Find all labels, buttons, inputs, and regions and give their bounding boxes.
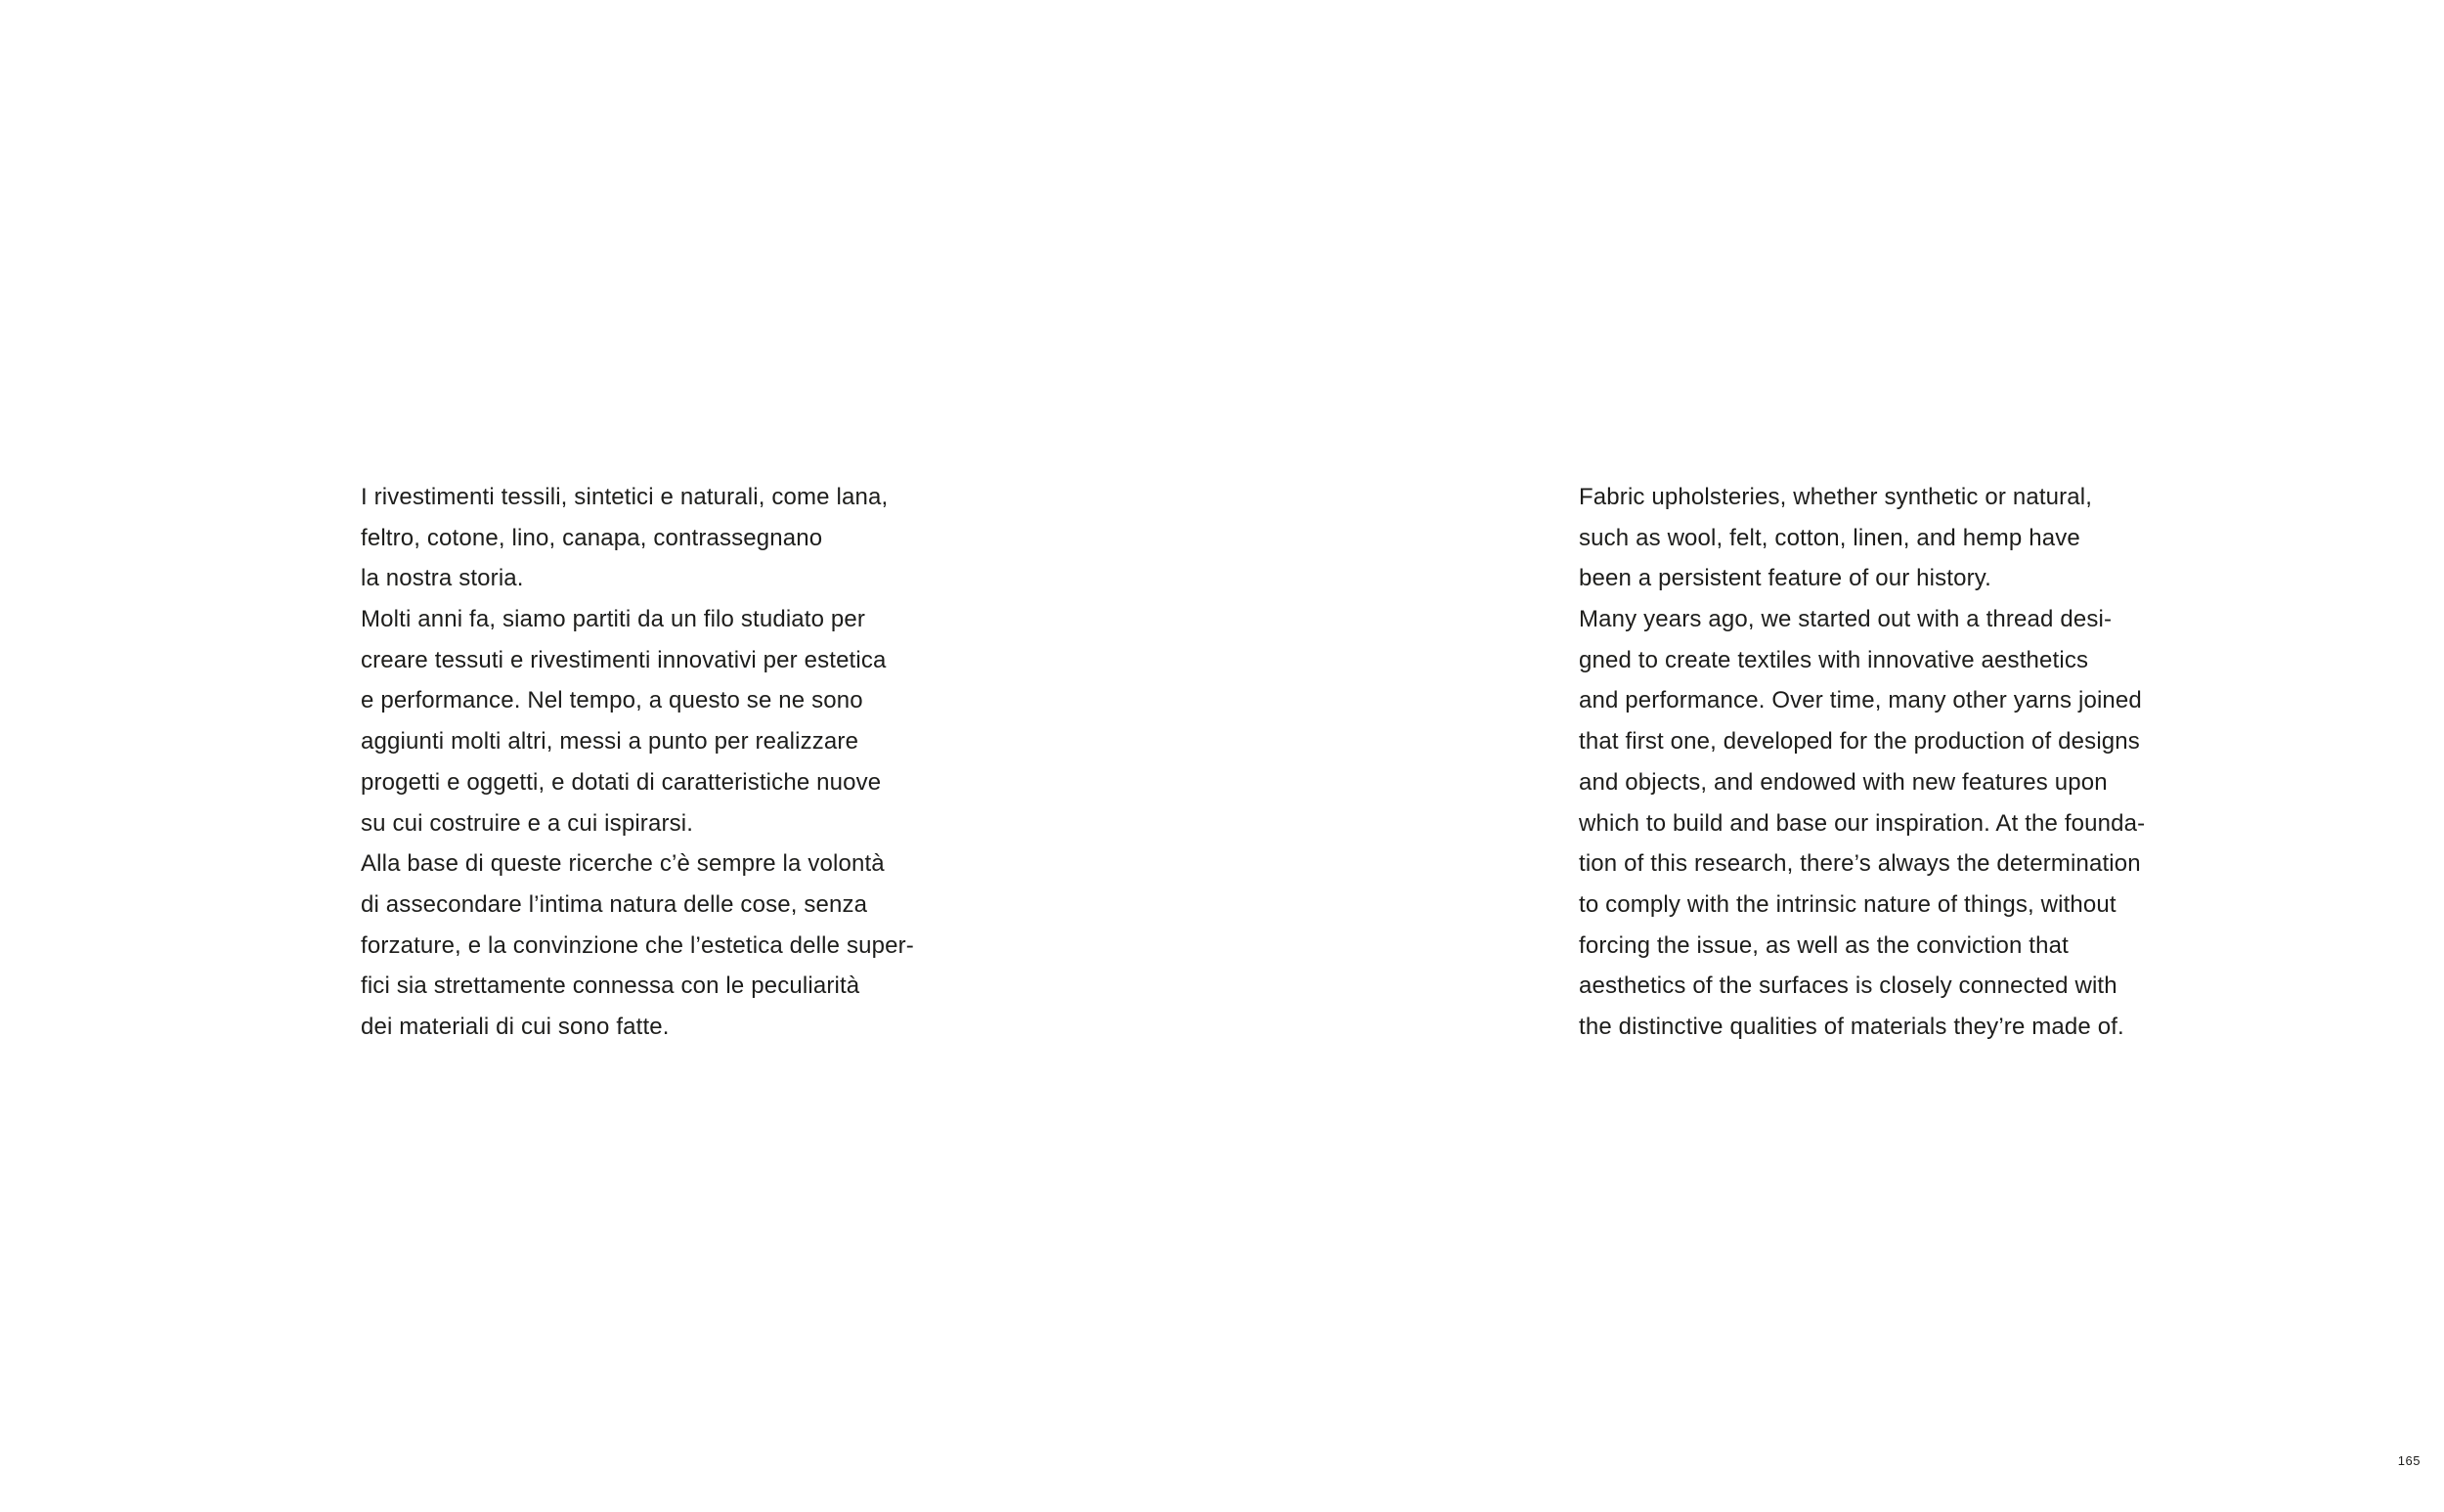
english-text-line: gned to create textiles with innovative aesthetics	[1579, 646, 2089, 673]
italian-text-line: dei materiali di cui sono fatte.	[361, 1013, 670, 1040]
italian-text-line: di assecondare l’intima natura delle cose, senza	[361, 890, 868, 918]
english-text-line: the distinctive qualities of materials they’re made of.	[1579, 1013, 2124, 1040]
italian-text-line: forzature, e la convinzione che l’estetica delle super-	[361, 931, 914, 959]
english-text-line: aesthetics of the surfaces is closely connected with	[1579, 972, 2117, 1000]
english-text-line: Fabric upholsteries, whether synthetic or natural,	[1579, 484, 2093, 510]
italian-text-line: feltro, cotone, lino, canapa, contrassegnano	[361, 524, 823, 551]
english-text-line: tion of this research, there’s always the determination	[1579, 850, 2141, 878]
english-text-line: and performance. Over time, many other yarns joined	[1579, 687, 2142, 714]
italian-text-line: Alla base di queste ricerche c’è sempre la volontà	[361, 850, 885, 878]
english-text-line: to comply with the intrinsic nature of things, without	[1579, 890, 2117, 918]
italian-text-line: I rivestimenti tessili, sintetici e naturali, come lana,	[361, 484, 889, 510]
english-text-line: Many years ago, we started out with a thread desi-	[1579, 606, 2113, 633]
italian-text-line: progetti e oggetti, e dotati di caratteristiche nuove	[361, 768, 882, 796]
italian-text-line: e performance. Nel tempo, a questo se ne sono	[361, 687, 863, 714]
english-text-line: been a persistent feature of our history.	[1579, 565, 1991, 592]
english-text-line: which to build and base our inspiration. At the founda-	[1579, 809, 2146, 837]
italian-text-line: Molti anni fa, siamo partiti da un filo studiato per	[361, 606, 866, 633]
italian-text-line: fici sia strettamente connessa con le peculiarità	[361, 972, 860, 1000]
italian-text-line: creare tessuti e rivestimenti innovativi per estetica	[361, 646, 887, 673]
page-number: 165	[2397, 1453, 2421, 1468]
english-text-line: and objects, and endowed with new features upon	[1579, 768, 2108, 796]
english-text-line: such as wool, felt, cotton, linen, and hemp have	[1579, 524, 2080, 551]
italian-text-line: la nostra storia.	[361, 565, 524, 592]
english-text-column	[1579, 477, 2145, 1048]
italian-text-line: aggiunti molti altri, messi a punto per realizzare	[361, 728, 859, 756]
english-text-line: forcing the issue, as well as the conviction that	[1579, 931, 2069, 959]
italian-text-line: su cui costruire e a cui ispirarsi.	[361, 809, 694, 837]
italian-text-column	[361, 477, 914, 1048]
english-text-line: that first one, developed for the production of designs	[1579, 728, 2140, 756]
